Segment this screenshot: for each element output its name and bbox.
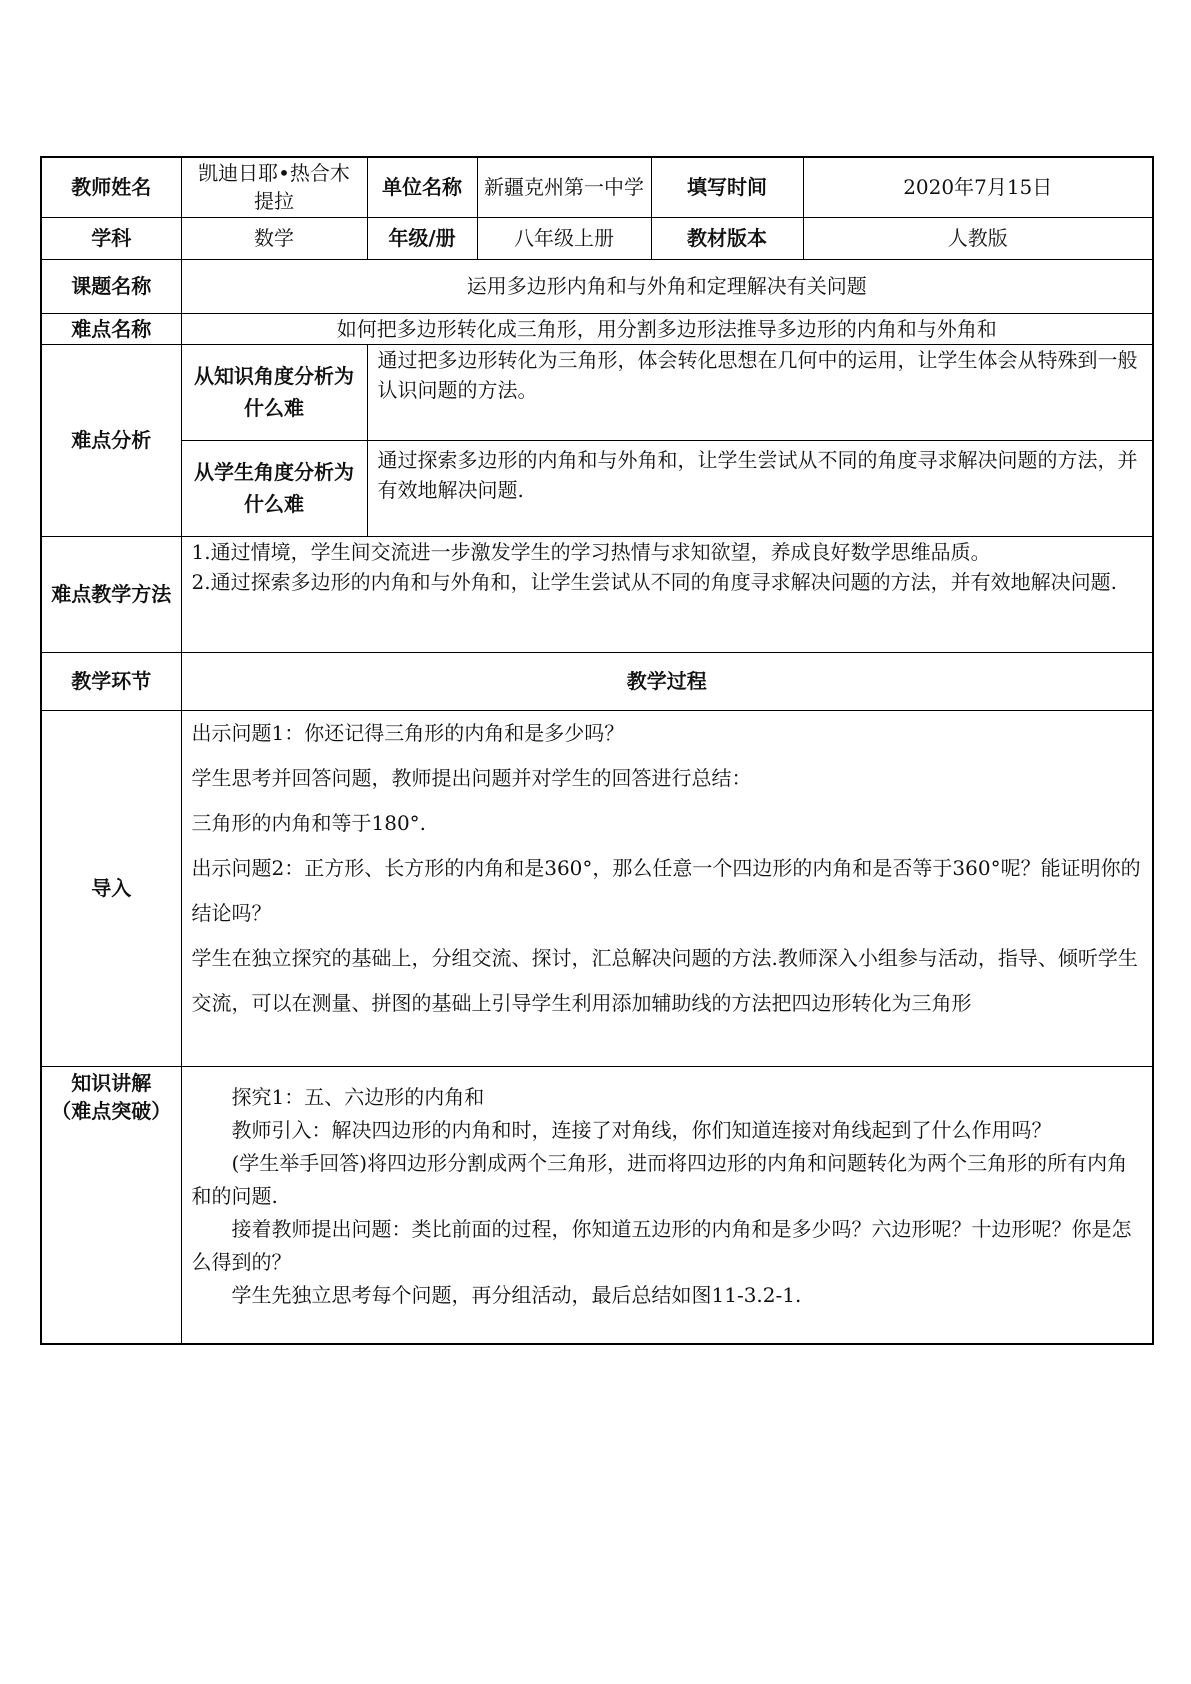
process-header: 教学过程 bbox=[181, 652, 1153, 710]
row-difficulty bbox=[41, 313, 1153, 344]
date-label: 填写时间 bbox=[651, 157, 803, 217]
intro-content bbox=[181, 710, 1153, 1066]
row-knowledge bbox=[41, 1066, 1153, 1344]
student-angle-text: 通过探索多边形的内角和与外角和，让学生尝试从不同的角度寻求解决问题的方法，并有效地解决问题. bbox=[367, 440, 1153, 536]
edition-value: 人教版 bbox=[803, 217, 1153, 259]
method-label: 难点教学方法 bbox=[41, 536, 181, 652]
knowledge-paragraph: 教师引入：解决四边形的内角和时，连接了对角线，你们知道连接对角线起到了什么作用吗？ bbox=[231, 1117, 1052, 1142]
unit-value: 新疆克州第一中学 bbox=[477, 157, 651, 217]
lesson-plan-table bbox=[40, 156, 1154, 1345]
intro-paragraph: 学生在独立探究的基础上，分组交流、探讨，汇总解决问题的方法.教师深入小组参与活动，指导、倾听学生交流，可以在测量、拼图的基础上引导学生利用添加辅助线的方法把四边形转化为三角形 bbox=[191, 945, 1138, 1015]
edition-label: 教材版本 bbox=[651, 217, 803, 259]
row-intro bbox=[41, 710, 1153, 1066]
row-analysis-knowledge bbox=[41, 344, 1153, 440]
topic-value: 运用多边形内角和与外角和定理解决有关问题 bbox=[181, 259, 1153, 313]
teacher-label: 教师姓名 bbox=[41, 157, 181, 217]
knowledge-paragraph: 学生先独立思考每个问题，再分组活动，最后总结如图11-3.2-1. bbox=[231, 1282, 802, 1307]
subject-value: 数学 bbox=[181, 217, 367, 259]
intro-paragraph: 出示问题2：正方形、长方形的内角和是360°，那么任意一个四边形的内角和是否等于360°呢？能证明你的结论吗？ bbox=[191, 855, 1141, 925]
intro-label: 导入 bbox=[41, 710, 181, 1066]
intro-paragraph: 三角形的内角和等于180°. bbox=[191, 810, 427, 835]
knowledge-paragraph: (学生举手回答)将四边形分割成两个三角形，进而将四边形的内角和问题转化为两个三角形的所有内角和的问题. bbox=[191, 1150, 1128, 1208]
student-angle-label: 从学生角度分析为什么难 bbox=[181, 440, 367, 536]
date-value: 2020年7月15日 bbox=[803, 157, 1153, 217]
intro-paragraph: 学生思考并回答问题，教师提出问题并对学生的回答进行总结： bbox=[191, 765, 752, 790]
method-text bbox=[181, 536, 1153, 652]
difficulty-value: 如何把多边形转化成三角形，用分割多边形法推导多边形的内角和与外角和 bbox=[181, 313, 1153, 344]
unit-label: 单位名称 bbox=[367, 157, 477, 217]
knowledge-angle-text: 通过把多边形转化为三角形，体会转化思想在几何中的运用，让学生体会从特殊到一般认识问题的方法。 bbox=[367, 344, 1153, 440]
row-analysis-student bbox=[41, 440, 1153, 536]
knowledge-angle-label: 从知识角度分析为什么难 bbox=[181, 344, 367, 440]
knowledge-label-line-1: 知识讲解 bbox=[71, 1070, 152, 1095]
knowledge-label-line-2: （难点突破） bbox=[51, 1098, 172, 1123]
knowledge-content bbox=[181, 1066, 1153, 1344]
method-line-2: 2.通过探索多边形的内角和与外角和，让学生尝试从不同的角度寻求解决问题的方法，并有效地解决问题. bbox=[191, 569, 1117, 594]
row-teacher bbox=[41, 157, 1153, 217]
grade-label: 年级/册 bbox=[367, 217, 477, 259]
analysis-label: 难点分析 bbox=[41, 344, 181, 536]
knowledge-paragraph: 接着教师提出问题：类比前面的过程，你知道五边形的内角和是多少吗？六边形呢？十边形呢？你是怎么得到的？ bbox=[191, 1216, 1132, 1274]
row-topic bbox=[41, 259, 1153, 313]
row-subject bbox=[41, 217, 1153, 259]
grade-value: 八年级上册 bbox=[477, 217, 651, 259]
knowledge-label bbox=[41, 1066, 181, 1344]
teacher-value: 凯迪日耶•热合木提拉 bbox=[181, 157, 367, 217]
difficulty-label: 难点名称 bbox=[41, 313, 181, 344]
knowledge-paragraph: 探究1：五、六边形的内角和 bbox=[231, 1084, 485, 1109]
stage-header: 教学环节 bbox=[41, 652, 181, 710]
row-process-header bbox=[41, 652, 1153, 710]
subject-label: 学科 bbox=[41, 217, 181, 259]
row-method bbox=[41, 536, 1153, 652]
topic-label: 课题名称 bbox=[41, 259, 181, 313]
method-line-1: 1.通过情境，学生间交流进一步激发学生的学习热情与求知欲望，养成良好数学思维品质。 bbox=[191, 539, 991, 564]
intro-paragraph: 出示问题1：你还记得三角形的内角和是多少吗？ bbox=[191, 720, 625, 745]
